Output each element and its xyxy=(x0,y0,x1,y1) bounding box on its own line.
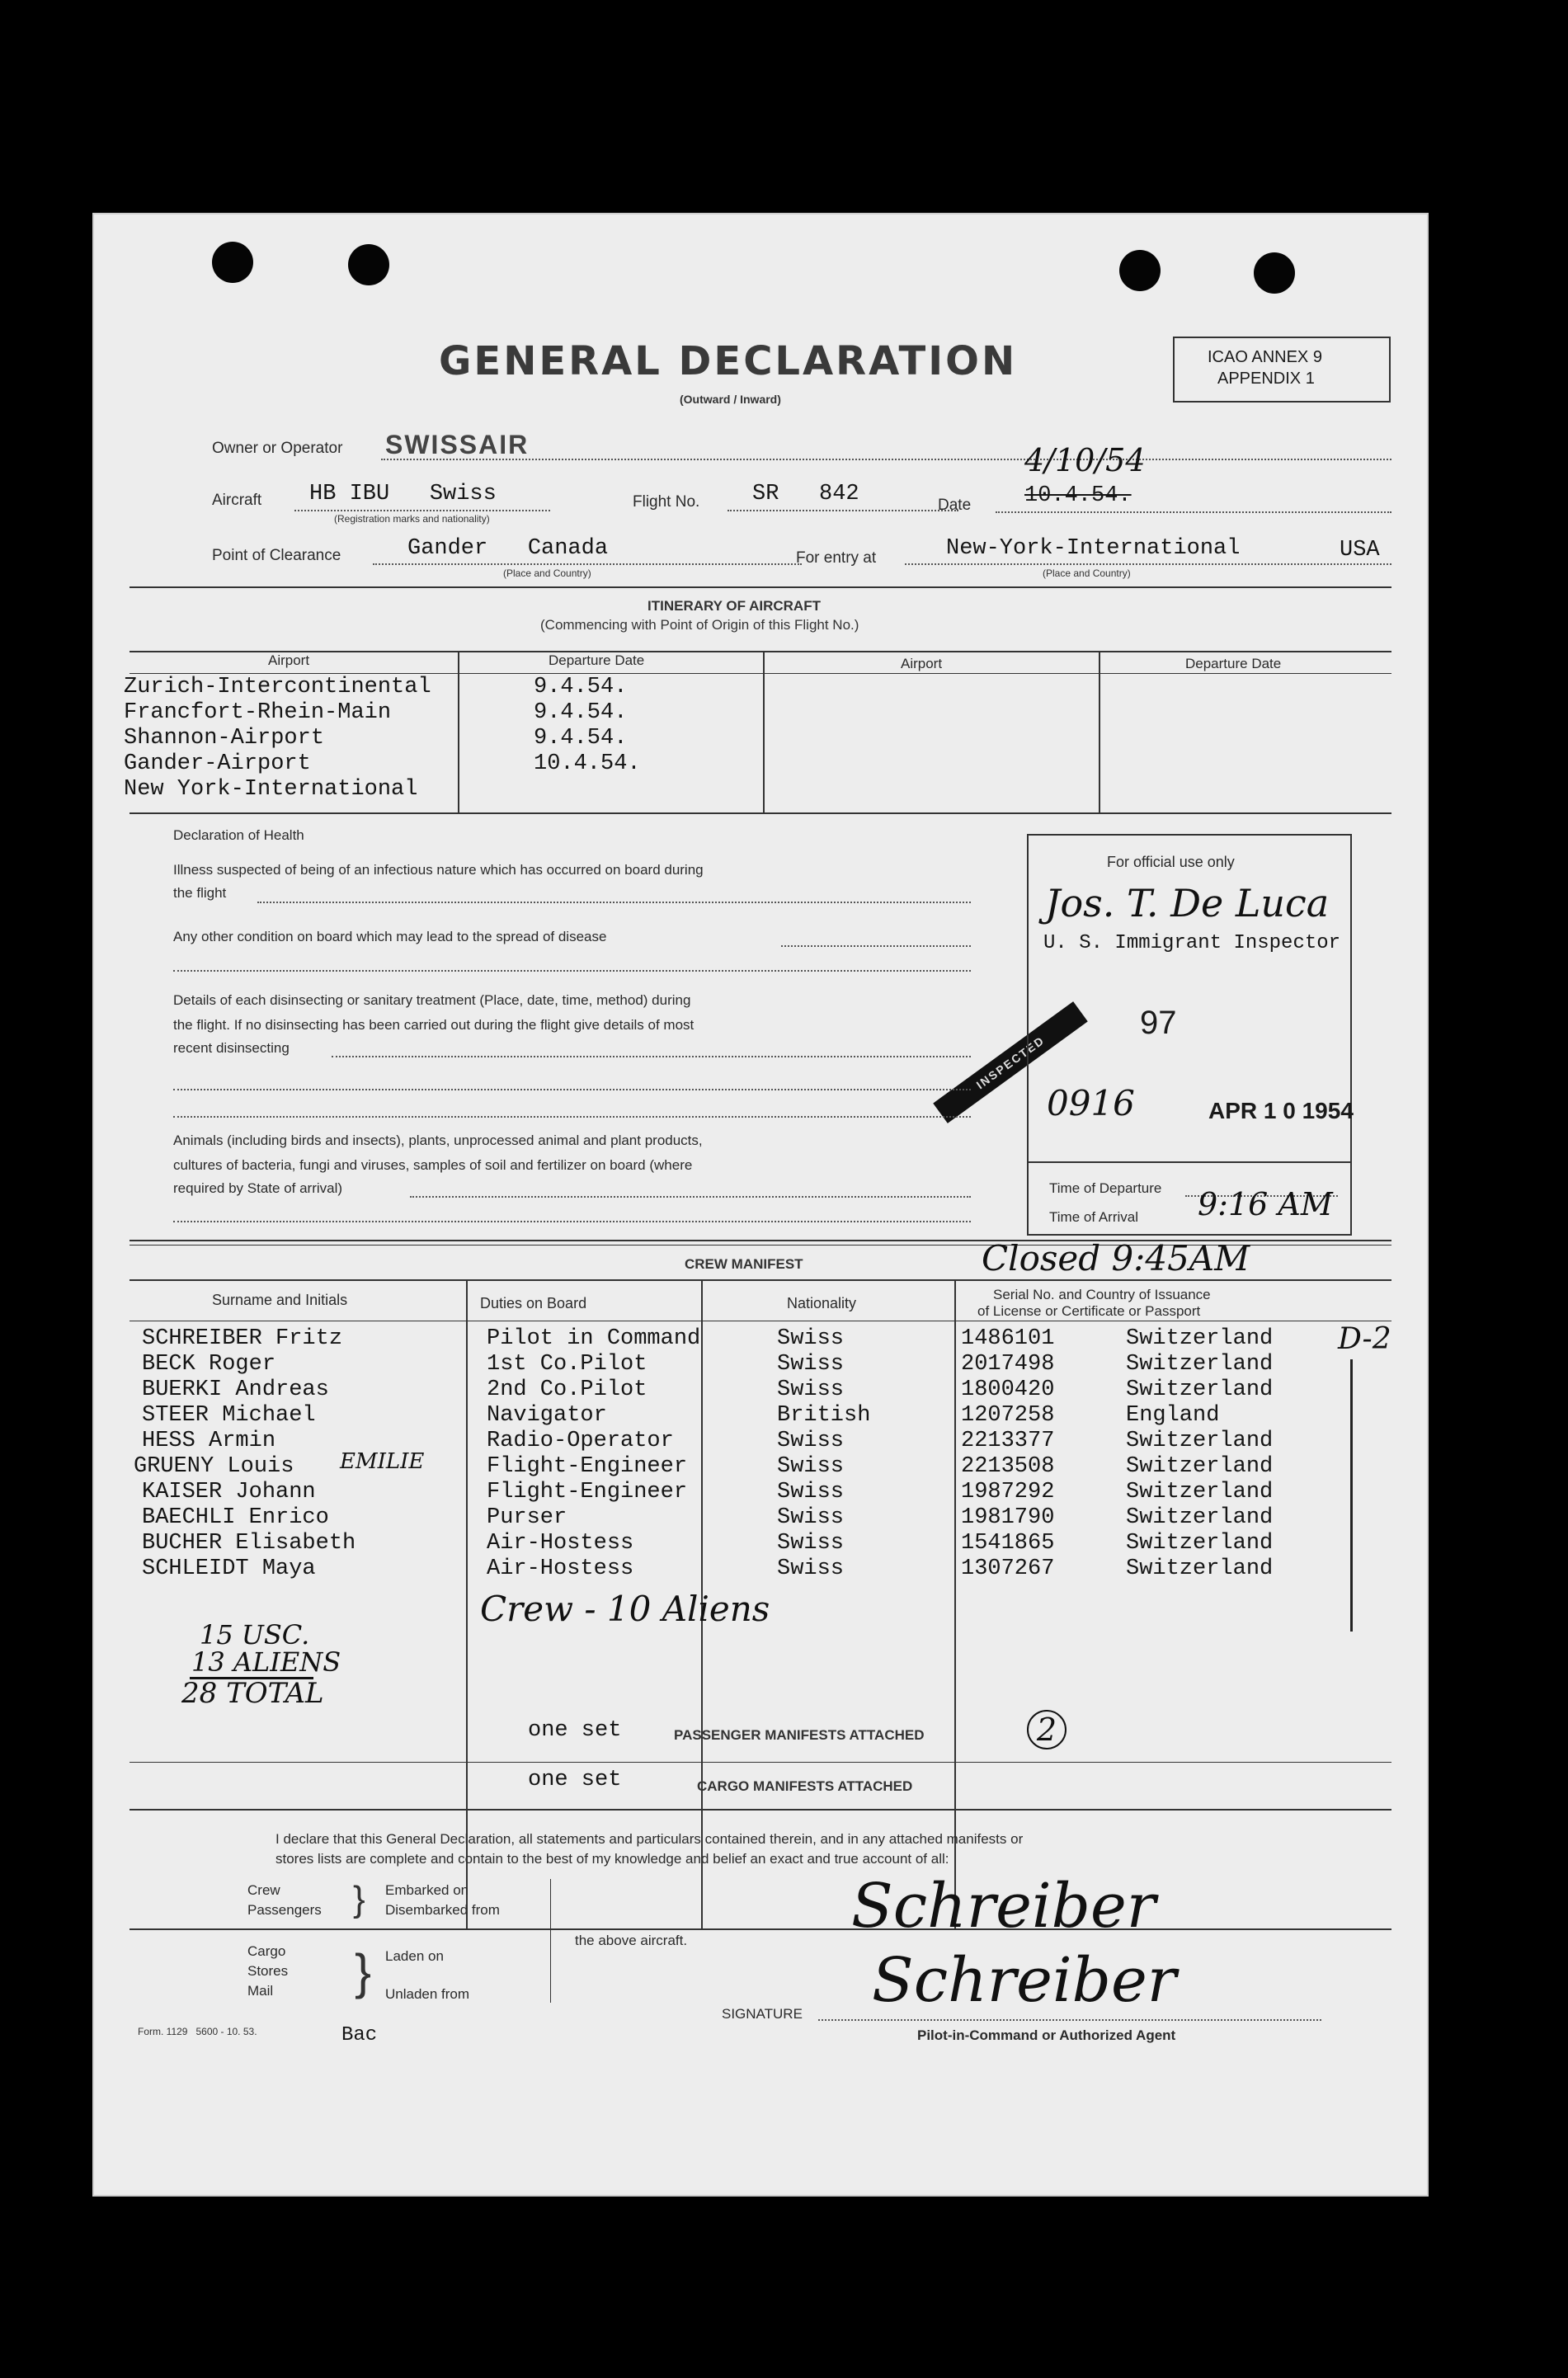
crew-side-mark: D-2 xyxy=(1338,1322,1391,1356)
itinerary-title: ITINERARY OF AIRCRAFT xyxy=(647,598,821,614)
crew-country: Switzerland xyxy=(1126,1505,1274,1530)
entry-number: 97 xyxy=(1140,1005,1177,1041)
entry-caption: (Place and Country) xyxy=(1043,567,1131,579)
crew-col-duty: Duties on Board xyxy=(480,1295,587,1311)
date-stamp: APR 1 0 1954 xyxy=(1208,1098,1354,1123)
tally-usc: 15 USC. xyxy=(200,1619,310,1650)
annex-line-2: APPENDIX 1 xyxy=(1217,370,1315,388)
crew-col-serial-2: of License or Certificate or Passport xyxy=(977,1303,1201,1319)
itin-date: 10.4.54. xyxy=(534,751,641,776)
crew-serial: 1486101 xyxy=(961,1326,1055,1351)
crew-country: Switzerland xyxy=(1126,1556,1274,1581)
entry-line xyxy=(905,563,1391,565)
crew-row xyxy=(92,1377,1429,1403)
inspector-title: U. S. Immigrant Inspector xyxy=(1043,932,1341,954)
decl-mail: Mail xyxy=(247,1983,274,1999)
crew-row xyxy=(92,1556,1429,1582)
decl-embarked: Embarked on xyxy=(385,1882,469,1898)
crew-country: England xyxy=(1126,1403,1220,1428)
crew-name: BUCHER Elisabeth xyxy=(142,1531,356,1556)
owner-value: SWISSAIR xyxy=(385,430,530,459)
crew-name: KAISER Johann xyxy=(142,1480,316,1504)
health-q3-line2: the flight. If no disinsecting has been carried out during the flight give details of most xyxy=(173,1017,695,1033)
crew-total-note: Crew - 10 Aliens xyxy=(480,1589,770,1629)
health-q4-line1: Animals (including birds and insects), plants, unprocessed animal and plant products, xyxy=(173,1132,703,1148)
health-q3-answer-3 xyxy=(173,1116,971,1118)
crew-name-note: EMILIE xyxy=(340,1449,425,1474)
crew-country: Switzerland xyxy=(1126,1531,1274,1556)
flight-label: Flight No. xyxy=(633,493,700,511)
crew-duty: Radio-Operator xyxy=(487,1429,674,1453)
arrival-time-label: Time of Arrival xyxy=(1049,1209,1139,1225)
crew-duty: 2nd Co.Pilot xyxy=(487,1377,647,1402)
health-q1-line1: Illness suspected of being of an infectious nature which has occurred on board during xyxy=(173,862,704,878)
aircraft-label: Aircraft xyxy=(212,492,262,509)
decl-group-line xyxy=(550,1879,551,2003)
crew-row xyxy=(92,1531,1429,1556)
itinerary-row xyxy=(92,751,1429,777)
itin-airport: Francfort-Rhein-Main xyxy=(124,700,392,725)
itin-col-airport-1: Airport xyxy=(268,652,310,668)
health-q3-answer xyxy=(332,1056,971,1057)
inspector-signature: Jos. T. De Luca xyxy=(1045,881,1330,925)
health-title: Declaration of Health xyxy=(173,827,304,843)
form-subtitle: (Outward / Inward) xyxy=(680,393,781,406)
crew-bottom-rule xyxy=(129,1928,1391,1930)
icao-annex-box xyxy=(1173,337,1391,403)
clearance-value: Gander Canada xyxy=(407,536,609,561)
itin-airport: New York-International xyxy=(124,777,418,802)
crew-name: BUERKI Andreas xyxy=(142,1377,329,1402)
crew-name: BECK Roger xyxy=(142,1352,276,1377)
clearance-line xyxy=(373,563,802,565)
form-number: Form. 1129 5600 - 10. 53. xyxy=(138,2026,257,2037)
crew-duty: Flight-Engineer xyxy=(487,1480,688,1504)
decl-bracket-2: } xyxy=(355,1944,372,1999)
crew-serial: 1987292 xyxy=(961,1480,1055,1504)
signature-label: SIGNATURE xyxy=(722,2006,803,2022)
entry-country: USA xyxy=(1340,538,1380,563)
official-time-rule xyxy=(1029,1161,1350,1163)
crew-row xyxy=(92,1429,1429,1454)
crew-serial: 2213508 xyxy=(961,1454,1055,1479)
itinerary-bottom-rule xyxy=(129,812,1391,814)
crew-country: Switzerland xyxy=(1126,1429,1274,1453)
crew-row xyxy=(92,1480,1429,1505)
date-line xyxy=(996,511,1391,513)
aircraft-caption: (Registration marks and nationality) xyxy=(334,513,490,525)
crew-duty: Navigator xyxy=(487,1403,607,1428)
declaration-line-1: I declare that this General Declaration, all statements and particulars contained therein, and in any attached manifests or xyxy=(275,1831,1024,1847)
crew-nationality: Swiss xyxy=(777,1429,845,1453)
crew-duty: Air-Hostess xyxy=(487,1556,634,1581)
cargo-manifest-label: CARGO MANIFESTS ATTACHED xyxy=(697,1778,913,1794)
itin-airport: Gander-Airport xyxy=(124,751,311,776)
decl-disembarked: Disembarked from xyxy=(385,1902,500,1918)
official-title: For official use only xyxy=(1107,854,1235,870)
crew-nationality: Swiss xyxy=(777,1556,845,1581)
crew-duty: Flight-Engineer xyxy=(487,1454,688,1479)
health-q3-line1: Details of each disinsecting or sanitary treatment (Place, date, time, method) during xyxy=(173,992,691,1008)
punch-hole-4 xyxy=(1254,252,1295,294)
flight-value: SR 842 xyxy=(752,482,859,506)
health-q4-line2: cultures of bacteria, fungi and viruses, samples of soil and fertilizer on board (where xyxy=(173,1157,693,1173)
health-q1-line2: the flight xyxy=(173,885,227,901)
manifest-bottom-rule xyxy=(129,1809,1391,1811)
crew-row xyxy=(92,1352,1429,1377)
itin-col-date-2: Departure Date xyxy=(1185,656,1282,671)
health-q2: Any other condition on board which may lead to the spread of disease xyxy=(173,929,607,944)
itin-date: 9.4.54. xyxy=(534,726,628,751)
itinerary-header-rule xyxy=(129,651,1391,652)
crew-country: Switzerland xyxy=(1126,1352,1274,1377)
crew-duty: Pilot in Command xyxy=(487,1326,701,1351)
manifest-mid-rule xyxy=(129,1762,1391,1763)
crew-nationality: Swiss xyxy=(777,1377,845,1402)
crew-duty: 1st Co.Pilot xyxy=(487,1352,647,1377)
arrival-time-value: 9:16 AM xyxy=(1198,1186,1333,1222)
punch-hole-2 xyxy=(348,244,389,285)
crew-country: Switzerland xyxy=(1126,1454,1274,1479)
decl-passengers: Passengers xyxy=(247,1902,322,1918)
decl-cargo: Cargo xyxy=(247,1943,286,1959)
health-q1-answer xyxy=(257,902,971,903)
crew-nationality: Swiss xyxy=(777,1531,845,1556)
inspected-stamp: INSPECTED xyxy=(933,1001,1088,1123)
form-sheet xyxy=(92,213,1429,2197)
aircraft-line xyxy=(294,510,550,511)
flight-line xyxy=(727,510,958,511)
health-q4-answer xyxy=(410,1196,971,1198)
itinerary-row xyxy=(92,726,1429,751)
aircraft-value: HB IBU Swiss xyxy=(309,482,497,506)
health-q3-line3: recent disinsecting xyxy=(173,1040,290,1056)
itin-airport: Zurich-Intercontinental xyxy=(124,675,431,699)
tally-aliens: 13 ALIENS xyxy=(191,1646,341,1678)
crew-nationality: Swiss xyxy=(777,1454,845,1479)
itinerary-row xyxy=(92,700,1429,726)
decl-unladen: Unladen from xyxy=(385,1986,470,2002)
entry-label: For entry at xyxy=(796,549,877,567)
crew-name: STEER Michael xyxy=(142,1403,316,1428)
signature-caption: Pilot-in-Command or Authorized Agent xyxy=(917,2027,1176,2043)
clearance-label: Point of Clearance xyxy=(212,547,341,564)
crew-name: HESS Armin xyxy=(142,1429,276,1453)
crew-row xyxy=(92,1403,1429,1429)
itinerary-subtitle: (Commencing with Point of Origin of this Flight No.) xyxy=(540,617,859,633)
itinerary-colhead-rule xyxy=(129,673,1391,674)
owner-line xyxy=(381,459,1391,460)
official-use-box xyxy=(1027,834,1352,1236)
health-q4-answer-2 xyxy=(173,1221,971,1222)
crew-serial: 1307267 xyxy=(961,1556,1055,1581)
passenger-manifest-label: PASSENGER MANIFESTS ATTACHED xyxy=(674,1727,925,1743)
health-q4-line3: required by State of arrival) xyxy=(173,1180,343,1196)
itin-date: 9.4.54. xyxy=(534,700,628,725)
annex-line-1: ICAO ANNEX 9 xyxy=(1208,348,1322,366)
crew-nationality: Swiss xyxy=(777,1480,845,1504)
crew-col-serial: Serial No. and Country of Issuance xyxy=(993,1287,1211,1302)
decl-laden: Laden on xyxy=(385,1948,444,1964)
decl-crew: Crew xyxy=(247,1882,280,1898)
passenger-manifest-qty: one set xyxy=(528,1718,622,1743)
entry-code: 0916 xyxy=(1047,1083,1135,1123)
crew-title: CREW MANIFEST xyxy=(685,1256,803,1272)
decl-bracket-1: } xyxy=(353,1879,365,1919)
crew-row xyxy=(92,1326,1429,1352)
health-q2-answer-2 xyxy=(173,970,971,972)
decl-above-aircraft: the above aircraft. xyxy=(575,1933,688,1948)
clearance-caption: (Place and Country) xyxy=(503,567,591,579)
entry-value: New-York-International xyxy=(946,536,1241,561)
crew-name: SCHLEIDT Maya xyxy=(142,1556,316,1581)
itinerary-top-rule xyxy=(129,586,1391,588)
crew-duty: Air-Hostess xyxy=(487,1531,634,1556)
health-q2-answer xyxy=(781,945,971,947)
crew-col-name: Surname and Initials xyxy=(212,1292,348,1308)
decl-stores: Stores xyxy=(247,1963,289,1979)
crew-serial: 2213377 xyxy=(961,1429,1055,1453)
crew-country: Switzerland xyxy=(1126,1377,1274,1402)
footer-code: Bac xyxy=(341,2024,378,2046)
departure-time-label: Time of Departure xyxy=(1049,1180,1162,1196)
crew-nationality: Swiss xyxy=(777,1352,845,1377)
crew-row xyxy=(92,1505,1429,1531)
crew-row xyxy=(92,1449,1429,1480)
closed-note: Closed 9:45AM xyxy=(982,1238,1250,1278)
crew-name: GRUENY Louis xyxy=(134,1454,294,1479)
pilot-signature-2: Schreiber xyxy=(872,1945,1177,2016)
punch-hole-1 xyxy=(212,242,253,283)
health-q3-answer-2 xyxy=(173,1089,971,1090)
pilot-signature-1: Schreiber xyxy=(851,1871,1156,1942)
date-label: Date xyxy=(938,497,972,514)
punch-hole-3 xyxy=(1119,250,1161,291)
itin-col-airport-2: Airport xyxy=(901,656,943,671)
date-value: 10.4.54. xyxy=(1024,483,1132,508)
crew-serial: 2017498 xyxy=(961,1352,1055,1377)
cargo-manifest-qty: one set xyxy=(528,1768,622,1792)
itinerary-row xyxy=(92,675,1429,700)
crew-duty: Purser xyxy=(487,1505,567,1530)
owner-label: Owner or Operator xyxy=(212,440,343,457)
crew-header-rule xyxy=(129,1279,1391,1281)
crew-serial: 1800420 xyxy=(961,1377,1055,1402)
crew-name: BAECHLI Enrico xyxy=(142,1505,329,1530)
tally-total: 28 TOTAL xyxy=(181,1677,324,1710)
itin-col-date-1: Departure Date xyxy=(549,652,645,668)
crew-serial: 1981790 xyxy=(961,1505,1055,1530)
crew-country: Switzerland xyxy=(1126,1326,1274,1351)
crew-name: SCHREIBER Fritz xyxy=(142,1326,343,1351)
itin-date: 9.4.54. xyxy=(534,675,628,699)
date-handwritten: 4/10/54 xyxy=(1024,442,1146,478)
crew-col-nat: Nationality xyxy=(787,1295,857,1311)
crew-nationality: Swiss xyxy=(777,1326,845,1351)
itinerary-row xyxy=(92,777,1429,803)
crew-nationality: Swiss xyxy=(777,1505,845,1530)
form-title: GENERAL DECLARATION xyxy=(439,338,1018,384)
crew-nationality: British xyxy=(777,1403,871,1428)
crew-serial: 1207258 xyxy=(961,1403,1055,1428)
itin-airport: Shannon-Airport xyxy=(124,726,325,751)
passenger-manifest-count: 2 xyxy=(1027,1710,1067,1749)
signature-line xyxy=(818,2019,1321,2021)
crew-country: Switzerland xyxy=(1126,1480,1274,1504)
crew-serial: 1541865 xyxy=(961,1531,1055,1556)
declaration-line-2: stores lists are complete and contain to the best of my knowledge and belief an exact and true account of all: xyxy=(275,1851,949,1867)
